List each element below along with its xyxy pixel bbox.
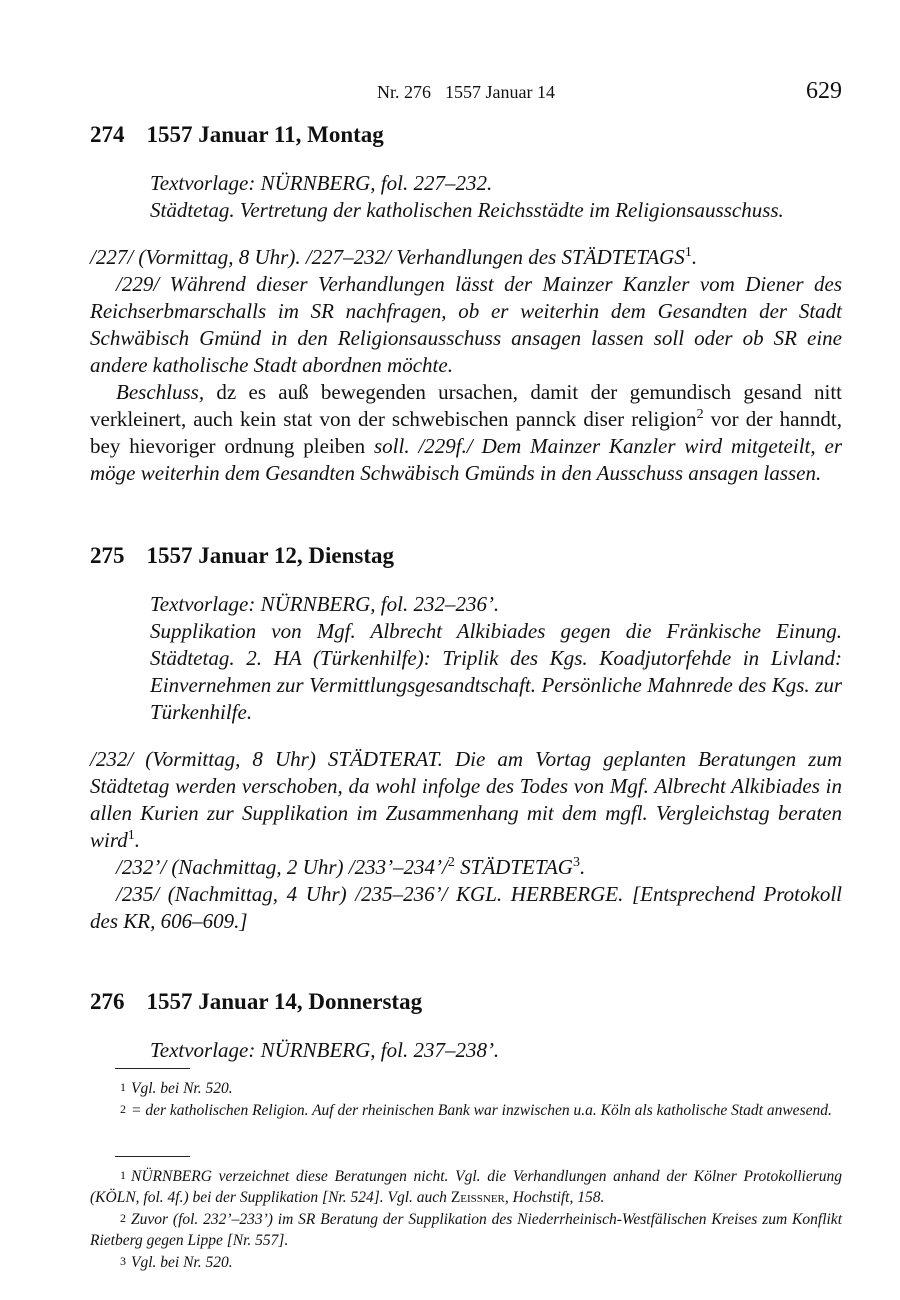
paragraph-text: /232’/ (Nachmittag, 2 Uhr) /233’–234’/ xyxy=(116,855,448,879)
footnote-ref[interactable]: 1 xyxy=(127,828,135,843)
footnote-number: 2 xyxy=(120,1211,126,1225)
document-page xyxy=(90,72,842,1272)
footnote-text: = der katholischen Religion. Auf der rheinischen Bank war inzwischen u.a. Köln als katholische Stadt anwesend. xyxy=(131,1102,832,1119)
paragraph xyxy=(90,854,842,881)
entry-heading xyxy=(90,122,842,148)
quoted-text: vor der hanndt, bey hievoriger ordnung pleiben xyxy=(90,407,842,458)
source-line: Textvorlage: NÜRNBERG, fol. 237–238’. xyxy=(150,1038,500,1062)
source-note xyxy=(150,591,842,726)
source-note xyxy=(150,1037,842,1064)
entry-heading xyxy=(90,989,842,1015)
header-entry-ref: Nr. 276 xyxy=(377,82,431,102)
entry-body xyxy=(90,244,842,487)
paragraph xyxy=(90,746,842,854)
entry-276 xyxy=(90,989,842,1064)
entry-heading xyxy=(90,543,842,569)
entry-number: 275 xyxy=(90,543,125,568)
footnote-number: 3 xyxy=(120,1254,126,1268)
paragraph xyxy=(90,379,842,487)
footnote xyxy=(90,1208,842,1251)
footnote-number: 1 xyxy=(120,1168,126,1182)
paragraph-label: Beschluss, xyxy=(116,380,205,404)
source-line: Textvorlage: NÜRNBERG, fol. 227–232. xyxy=(150,171,493,195)
footnote-text: Zuvor (fol. 232’–233’) im SR Beratung der Supplikation des Niederrheinisch-Westfälischen Kreises zum Konflikt Rietberg gegen Lippe [Nr. 557]. xyxy=(90,1211,842,1249)
author-name: Zeissner xyxy=(450,1189,505,1206)
paragraph: /229/ Während dieser Verhandlungen lässt der Mainzer Kanzler vom Diener des Reichserbmarschalls im SR nachfragen, ob er weiterhin dem Gesandten der Stadt Schwäbisch Gmünd in den Religionsausschuss ansagen lassen soll oder ob SR eine andere katholische Stadt abordnen möchte. xyxy=(90,272,842,377)
punctuation: . xyxy=(579,855,586,879)
footnote-number: 2 xyxy=(120,1102,126,1116)
footnote-rule xyxy=(115,1156,190,1157)
entry-274 xyxy=(90,122,842,487)
entry-title: 1557 Januar 12, Dienstag xyxy=(146,543,394,568)
footnote-text: , Hochstift, 158. xyxy=(504,1189,605,1206)
footnote xyxy=(90,1165,842,1208)
punctuation: . xyxy=(134,828,140,852)
source-line: Textvorlage: NÜRNBERG, fol. 232–236’. xyxy=(150,592,500,616)
entry-title: 1557 Januar 11, Montag xyxy=(146,122,384,147)
footnote-number: 1 xyxy=(120,1080,126,1094)
footnote xyxy=(90,1077,842,1099)
footnote-text: Vgl. bei Nr. 520. xyxy=(131,1254,233,1271)
footnote-ref[interactable]: 1 xyxy=(684,245,692,260)
footnote-rule xyxy=(115,1068,190,1069)
footnote xyxy=(90,1099,842,1121)
quoted-text: dz es auß bewegenden ursachen, damit der gemundisch gesand nitt verkleinert, auch kein stat von der schwebischen pannck diser religion xyxy=(90,380,842,431)
footnote-ref[interactable]: 2 xyxy=(447,855,455,870)
entry-number: 274 xyxy=(90,122,125,147)
paragraph-text: soll. /229f./ Dem Mainzer Kanzler wird mitgeteilt, er möge weiterhin dem Gesandten Schwäbisch Gmünds in den Ausschuss ansagen lassen. xyxy=(90,434,842,485)
header-title xyxy=(90,82,842,103)
footnotes-entry-274 xyxy=(90,1068,842,1121)
paragraph-text: /227/ (Vormittag, 8 Uhr). /227–232/ Verhandlungen des STÄDTETAGS xyxy=(90,245,685,269)
entry-title: 1557 Januar 14, Donnerstag xyxy=(146,989,423,1014)
running-header xyxy=(90,72,842,112)
footnote xyxy=(90,1251,842,1273)
footnote-text: Vgl. bei Nr. 520. xyxy=(131,1080,233,1097)
paragraph-text: STÄDTETAG xyxy=(454,855,573,879)
entry-number: 276 xyxy=(90,989,125,1014)
footnote-ref[interactable]: 2 xyxy=(696,407,704,422)
paragraph: /227/ (Vormittag, 8 Uhr). /227–232/ Verhandlungen des STÄDTETAGS$^1$. xyxy=(90,245,698,269)
source-summary: Städtetag. Vertretung der katholischen Reichsstädte im Religionsausschuss. xyxy=(150,198,784,222)
paragraph-text: /232/ (Vormittag, 8 Uhr) STÄDTERAT. Die am Vortag geplanten Beratungen zum Städtetag werden verschoben, da wohl infolge des Todes von Mgf. Albrecht Alkibiades in allen Kurien zur Supplikation im Zusammenhang mit dem mgfl. Vergleichstag beraten wird xyxy=(90,747,842,852)
page-number: 629 xyxy=(806,78,842,104)
entry-body xyxy=(90,746,842,935)
footnote-text: NÜRNBERG verzeichnet diese Beratungen nicht. Vgl. die Verhandlungen anhand der Kölner Protokollierung (KÖLN, fol. 4f.) bei der Supplikation [Nr. 524]. Vgl. auch xyxy=(90,1168,842,1206)
footnotes-entry-275 xyxy=(90,1156,842,1273)
source-summary: Supplikation von Mgf. Albrecht Alkibiades gegen die Fränkische Einung. Städtetag. 2. HA (Türkenhilfe): Triplik des Kgs. Koadjutorfehde in Livland: Einvernehmen zur Vermittlungsgesandtschaft. Persönliche Mahnrede des Kgs. zur Türkenhilfe. xyxy=(150,619,842,724)
entry-275 xyxy=(90,543,842,935)
footnote-ref[interactable]: 3 xyxy=(572,855,580,870)
source-note xyxy=(150,170,842,224)
paragraph: /235/ (Nachmittag, 4 Uhr) /235–236’/ KGL. HERBERGE. [Entsprechend Protokoll des KR, 606–609.] xyxy=(90,882,842,933)
header-date: 1557 Januar 14 xyxy=(445,82,555,102)
